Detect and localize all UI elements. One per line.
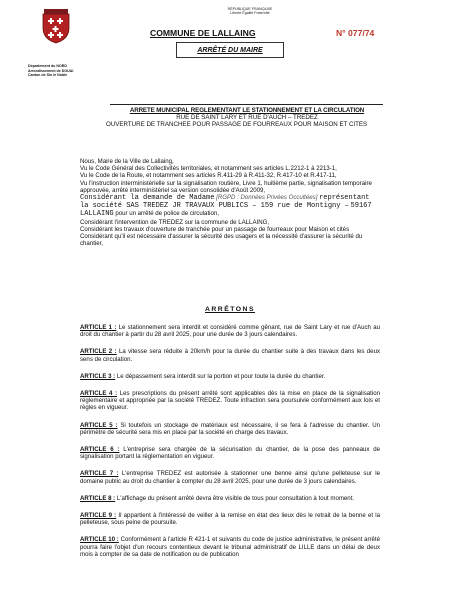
article-item xyxy=(80,422,380,436)
article-item xyxy=(80,536,380,558)
arrete-type-box xyxy=(176,42,284,58)
arrete-title xyxy=(106,107,388,129)
article-item xyxy=(80,390,380,412)
article-text: Il appartient à l'intéressé de veiller à la remise en état des lieux dès le retrait de la benne et la pelleteuse, sous peine de poursuite. xyxy=(80,512,380,527)
article-label: ARTICLE 3 : xyxy=(80,372,116,380)
article-text: Le stationnement sera interdit et considéré comme gênant, rue de Saint Lary et rue d'Auch au droit du chantier à partir du 28 avril 2025, pour une durée de 3 jours calendaires. xyxy=(80,324,380,339)
article-label: ARTICLE 7 : xyxy=(80,470,119,478)
article-label: ARTICLE 9 : xyxy=(80,512,117,520)
title-line-1: ARRETE MUNICIPAL REGLEMENTANT LE STATIONNEMENT ET LA CIRCULATION xyxy=(129,107,365,114)
visa-line-demande xyxy=(80,194,380,219)
title-divider xyxy=(110,104,383,105)
article-item xyxy=(80,495,380,502)
visa-line: Vu l'instruction interministérielle sur la signalisation routière, Livre 1, huitième partie, signalisation temporaire approuvée, arrêté interministériel sa version consolidée d'Août 2009, xyxy=(80,179,372,194)
article-text: Conformément à l'article R 421-1 et suivants du code de justice administrative, le présent arrêté pourra faire l'objet d'un recours contentieux devant le tribunal administratif de LILLE dans un délai de deux mois à compter de sa date de notification ou de publication xyxy=(80,536,380,558)
title-line-2: RUE DE SAINT LARY ET RUE D'AUCH – TREDEZ xyxy=(176,114,318,122)
article-text: L'affichage du présent arrêté devra être visible de tous pour consultation à tout moment. xyxy=(116,494,355,502)
dept-line-3: Canton de Sin le Noble xyxy=(28,73,68,78)
article-item xyxy=(80,512,380,526)
redacted-name: [RGPD : Données Privées Occultées] xyxy=(216,194,318,202)
department-info xyxy=(28,64,98,78)
article-text: Si toutefois un stockage de matériaux est nécessaire, il se fera à l'adresse du chantier. Un périmètre de sécurité sera mis en place par la société en charge des travaux. xyxy=(80,421,380,436)
company-text: représentant la société SAS TREDEZ JR TRAVAUX PUBLICS – 159 rue de Montigny – xyxy=(80,194,370,211)
article-text: La vitesse sera réduite à 20km/h pour la durée du chantier suite à des travaux dans les deux sens de circulation. xyxy=(80,348,380,363)
arrete-number: N° 077/74 xyxy=(336,28,375,38)
municipal-crest-logo xyxy=(41,8,71,44)
visa-line: Nous, Maire de la Ville de Lallaing, xyxy=(80,158,174,165)
article-item xyxy=(80,470,380,484)
article-label: ARTICLE 8 : xyxy=(80,494,116,502)
devise-label: Liberté Égalité Fraternité xyxy=(230,11,270,15)
visas-section xyxy=(80,158,380,247)
article-label: ARTICLE 5 : xyxy=(80,421,118,429)
republique-header xyxy=(170,7,330,15)
article-item xyxy=(80,348,380,362)
article-label: ARTICLE 10 : xyxy=(80,536,119,544)
article-text: Les prescriptions du présent arrêté sont applicables dès la mise en place de la signalisation réglementaire et appropriée par la société TREDEZ. Toute infraction sera poursuivie conformément aux lois et règles en vigueur. xyxy=(80,390,380,412)
visa-line: Considérant qu'il est nécessaire d'assurer la sécurité des usagers et la nécessité d'assurer la sécurité du chantier, xyxy=(80,233,363,248)
articles-section xyxy=(80,324,380,568)
demande-end: pour un arrêté de police de circulation, xyxy=(115,210,219,218)
arretons-heading: ARRÊTONS xyxy=(204,306,256,313)
visa-line: Considérant les travaux d'ouverture de tranchée pour un passage de fourreaux pour Maison et cités xyxy=(80,225,350,233)
arrete-type-label: ARRÊTÉ DU MAIRE xyxy=(197,46,263,54)
title-line-3: OUVERTURE DE TRANCHEE POUR PASSAGE DE FOURREAUX POUR MAISON ET CITES xyxy=(106,121,368,129)
visa-line: Considérant l'intervention de TREDEZ sur la commune de LALLAING, xyxy=(80,218,270,226)
article-item xyxy=(80,324,380,338)
article-text: Le dépassement sera interdit sur la portion et pour toute la durée du chantier. xyxy=(116,372,326,380)
article-item xyxy=(80,446,380,460)
article-label: ARTICLE 2 : xyxy=(80,348,117,356)
company-address: 59167 LALLAING xyxy=(80,202,372,219)
commune-title: COMMUNE DE LALLAING xyxy=(150,28,256,38)
article-item xyxy=(80,373,380,380)
article-label: ARTICLE 1 : xyxy=(80,324,117,331)
article-label: ARTICLE 4 : xyxy=(80,390,118,398)
visa-line: Vu le Code Général des Collectivités territoriales, et notamment ses articles L.2212-1 à 2213-1, xyxy=(80,165,337,173)
dept-line-2: Arrondissement de DOUAI xyxy=(28,68,74,73)
article-label: ARTICLE 6 : xyxy=(80,446,120,454)
visa-line: Vu le Code de la Route, et notamment ses articles R.411-29 à R.411-32, R.417-10 et R.417-11, xyxy=(80,172,337,180)
demande-text: Considérant la demande de Madame xyxy=(80,194,215,203)
article-text: L'entreprise TREDEZ est autorisée à stationner une benne ainsi qu'une pelleteuse sur le domaine public au droit du chantier à compter du 28 avril 2025, pour une durée de 3 jours calendaires. xyxy=(80,470,380,485)
article-text: L'entreprise sera chargée de la sécurisation du chantier, de la pose des panneaux de signalisation portant la réglementation en vigueur. xyxy=(80,446,380,461)
dept-line-1: Département du NORD xyxy=(28,64,67,68)
republique-label: RÉPUBLIQUE FRANÇAISE xyxy=(227,7,273,11)
